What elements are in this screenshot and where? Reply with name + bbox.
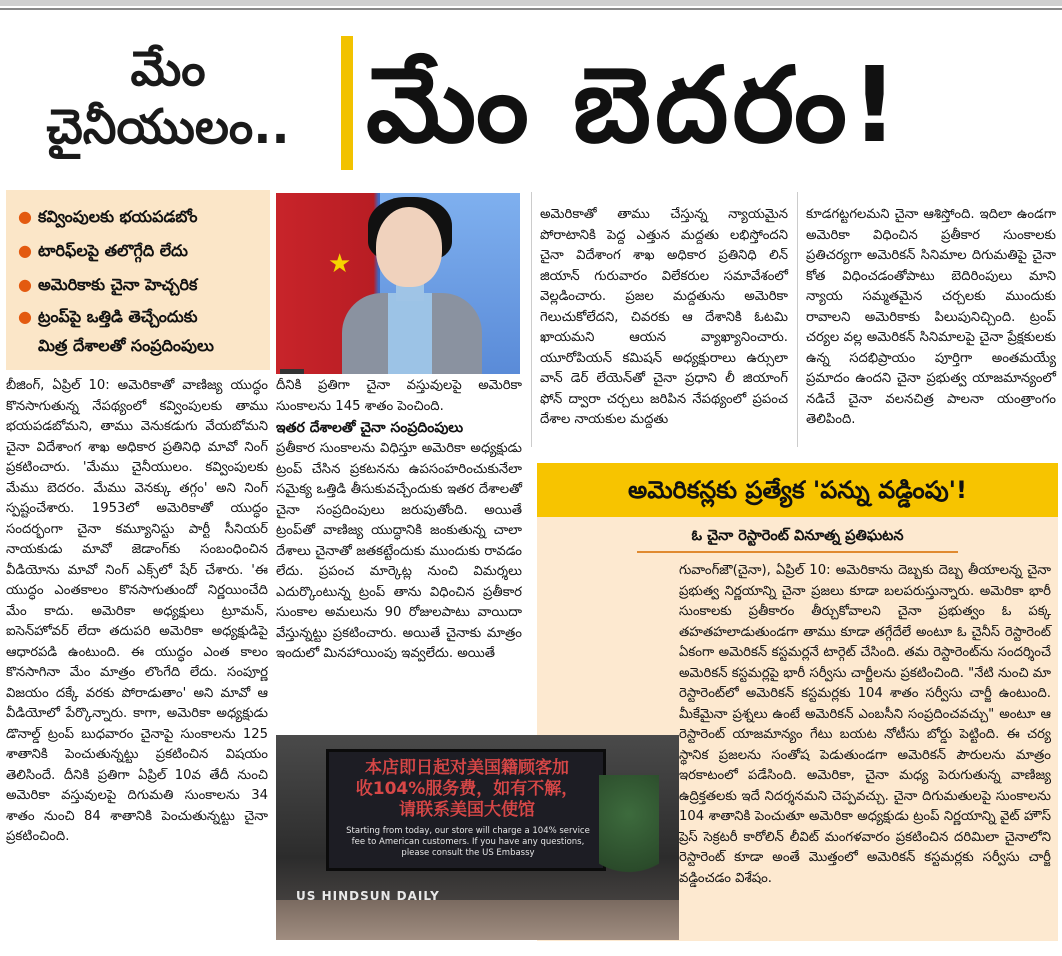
sidebar-story-text: గువాంగ్‌జౌ(చైనా), ఏప్రిల్ 10: అమెరికాను దెబ్బకు దెబ్బ తీయాలన్న చైనా ప్రభుత్వ నిర్ణయాన్ని చైనా ప్రజలు కూడా బలపరుస్తున్నారు. అమెరికా భారీ సుంకాలకు ప్రతీకారం తీర్చుకోవాలని చైనా ప్రభుత్వం ఓ పక్క తహతహలాడుతుండగా తాము కూడా తగ్గేదేలే అంటూ ఓ చైనీస్ రెస్టారెంట్ ఏకంగా అమెరికన్ కస్టమర్లనే టార్గెట్ చేసింది. తమ రెస్టారెంట్‌ను సందర్శించే అమెరికన్ కస్టమర్లపై భారీ సర్వీసు చార్జీలను ప్రకటించింది. "నేటి నుంచి మా రెస్టారెంట్‌లో అమెరికన్ కస్టమర్లకు 104 శాతం సర్వీసు చార్జీ ఉంటుంది. మీకేమైనా ప్రశ్నలు ఉంటే అమెరికన్ ఎంబసీని సంప్రదించవచ్చు" అంటూ ఆ రెస్టారెంట్ యాజమాన్యం గేటు బయట నోటీసు బోర్డు పెట్టింది. ఈ చర్య స్థానిక ప్రజలను సంతోష పెడుతుండగా అమెరికన్ పౌరులను మాత్రం ఇరకాటంలో పడేసింది. అమెరికా, చైనా మధ్య పెరుగుతున్న వాణిజ్య ఉద్రిక్తతలకు ఇదే నిదర్శనమని చెప్పవచ్చు. చైనా దిగుమతులపై సుంకాలను 104 శాతానికి పెంచుతూ అమెరికా అధ్యక్షుడు ట్రంప్ నిర్ణయాన్ని వైట్ హౌస్ ప్రెస్ సెక్రటరీ కారోలిన్ లీవిట్ మంగళవారం ప్రకటించిన దరిమిలా చైనాలోని రెస్టారెంట్ కూడా అంతే మొత్తంలో అమెరికన్ కస్టమర్లకు సర్వీసు చార్జీ వడ్డించడం విశేషం. [679, 563, 1051, 886]
kicker-line-2: చైనీయులం.. [46, 99, 290, 155]
sidebar-story-title: అమెరికన్లకు ప్రత్యేక 'పన్ను వడ్డింపు'! [537, 463, 1058, 517]
article-paragraph: కూడగట్టగలమని చైనా ఆశిస్తోంది. ఇదిలా ఉండగా అమెరికా విధించిన ప్రతీకార సుంకాలకు ప్రతిచర్యగా అమెరికన్ సినిమాల దిగుమతిపై చైనా కోత విధించడంతోపాటు బెదిరింపులు మాని న్యాయ సమ్మతమైన చర్చలకు ముందుకు రావాలని అమెరికాకు పిలుపునిచ్చింది. ట్రంప్ చర్యల వల్ల అమెరికన్ సినిమాలపై చైనా ప్రేక్షకులకు ఉన్న సదభిప్రాయం పూర్తిగా అంతమయ్యే ప్రమాదం ఉందని చైనా ప్రభుత్వ యాజమాన్యంలో నడిచే చైనా వలనచిత్ర పాలనా యంత్రాంగం తెలిపింది. [806, 207, 1056, 427]
highlight-item: ● టారిఫ్‌లపై తలొగ్గేది లేదు [18, 241, 188, 260]
microphone-icon [280, 369, 304, 374]
highlights-box [6, 190, 270, 370]
highlight-item: ● అమెరికాకు చైనా హెచ్చరిక [18, 275, 198, 294]
photo-watermark: US HINDSUN DAILY [296, 889, 440, 903]
column-divider [797, 192, 798, 447]
article-column-4 [806, 205, 1056, 431]
main-headline: మేం బెదరం! [366, 44, 903, 166]
notice-text-english: Starting from today, our store will charge a 104% service fee to American customers. If you have any questions, please consult the US Embassy [346, 826, 590, 858]
subtitle-underline [637, 551, 958, 553]
kicker-line-1: మేం [130, 41, 206, 97]
bullet-icon: ● [18, 307, 32, 326]
bullet-icon: ● [18, 275, 32, 294]
article-paragraph: బీజింగ్, ఏప్రిల్ 10: అమెరికాతో వాణిజ్య యుద్ధం కొనసాగుతున్న నేపథ్యంలో కవ్వింపులకు తాము భయపడబోమని, తాము వెనుకడుగు వేయబోమని చైనా విదేశాంగ శాఖ అధికార ప్రతినిధి మావో నింగ్ ప్రకటించారు. 'మేము చైనీయులం. కవ్వింపులకు మేము బెదరం. మేము వెనక్కు తగ్గం' అని నింగ్ స్పష్టంచేశారు. 1953లో అమెరికాతో యుద్ధం సందర్భంగా చైనా కమ్యూనిస్టు పార్టీ సీనియర్ నాయకుడు మావో జెడాంగ్‌కు సంబంధించిన వీడియోను మావో నింగ్ ఎక్స్‌లో షేర్ చేశారు. 'ఈ యుద్ధం ఎంతకాలం కొనసాగుతుందో నిర్ణయించేది మేం కాదు. అమెరికా అధ్యక్షులు ట్రూమన్, ఐసెన్‌హోవర్ లేదా తదుపరి అమెరికా అధ్యక్షుడిపై ఆధారపడి ఉంటుంది. ఈ యుద్ధం ఎంత కాలం కొనసాగినా మేం మాత్రం లొంగేది లేదు. సంపూర్ణ విజయం దక్కే వరకు పోరాడుతాం' అని మావో ఆ వీడియోలో పేర్కొన్నారు. కాగా, అమెరికా అధ్యక్షుడు డొనాల్డ్ ట్రంప్ బుధవారం చైనాపై సుంకాలను 125 శాతానికి పెంచుతున్నట్టు ప్రకటించిన విషయం తెలిసిందే. దీనికి ప్రతిగా ఏప్రిల్ 10వ తేదీ నుంచి అమెరికా వస్తువులపై దిగుమతి సుంకాలను 34 శాతం నుంచి 84 శాతానికి పెంచుతున్నట్టు చైనా ప్రకటించింది. [6, 378, 268, 844]
article-subhead: ఇతర దేశాలతో చైనా సంప్రదింపులు [276, 420, 464, 436]
bullet-icon: ● [18, 241, 32, 260]
spokesperson-photo [276, 193, 520, 374]
highlight-item: ● కవ్వింపులకు భయపడబోం [18, 207, 198, 226]
restaurant-sign-photo [276, 735, 679, 940]
plant-decoration [599, 775, 659, 905]
article-paragraph: అమెరికాతో తాము చేస్తున్న న్యాయమైన పోరాటానికి పెద్ద ఎత్తున మద్దతు లభిస్తోందని చైనా విదేశాంగ శాఖ అధికార ప్రతినిధి లిన్ జియాన్ గురువారం విలేకరుల సమావేశంలో వెల్లడించారు. ప్రజల మద్దతును అమెరికా గెలుచుకోలేదని, చివరకు ఆ దేశానికి ఓటమి ఖాయమని ఆయన వ్యాఖ్యానించారు. యూరోపియన్ కమిషన్ అధ్యక్షురాలు ఉర్సులా వాన్ డెర్ లేయెన్‌తో చైనా ప్రధాని లీ జియాంగ్ ఫోన్ ద్వారా చర్చలు జరిపిన నేపథ్యంలో ప్రపంచ దేశాల నాయకుల మద్దతు [540, 207, 788, 427]
headline-kicker [8, 40, 328, 156]
highlight-item-continued: మిత్ర దేశాలతో సంప్రదింపులు [38, 336, 214, 355]
star-icon: ★ [328, 249, 352, 279]
article-column-3 [540, 205, 788, 431]
article-column-2 [276, 376, 522, 665]
top-rule [0, 0, 1062, 6]
sidebar-story-subtitle: ఓ చైనా రెస్టారెంట్ వినూత్న ప్రతిఘటన [691, 528, 904, 544]
highlight-item: ● ట్రంప్‌పై ఒత్తిడి తెచ్చేందుకు [18, 307, 198, 326]
bullet-icon: ● [18, 207, 32, 226]
column-divider [531, 192, 532, 447]
article-paragraph: దీనికి ప్రతిగా చైనా వస్తువులపై అమెరికా సుంకాలను 145 శాతం పెంచింది. [276, 378, 522, 414]
article-paragraph: ప్రతీకార సుంకాలను విధిస్తూ అమెరికా అధ్యక్షుడు ట్రంప్ చేసిన ప్రకటనను ఉపసంహరించుకునేలా సమైక్య ఒత్తిడి తీసుకువచ్చేందుకు ఇతర దేశాలతో చైనా సంప్రదింపులు జరుపుతోంది. అయితే ట్రంప్‌తో వాణిజ్య యుద్ధానికి జంకుతున్న చాలా దేశాలు చైనాతో జతకట్టేందుకు ముందుకు రావడం లేదు. ప్రపంచ మార్కెట్ల నుంచి విమర్శలు ఎదుర్కొంటున్న ట్రంప్ తాను విధించిన ప్రతీకార సుంకాల అమలును 90 రోజులపాటు వాయిదా వేస్తున్నట్టు ప్రకటించారు. అయితే చైనాకు మాత్రం ఇందులో మినహాయింపు ఇవ్వలేదు. అయితే [276, 441, 522, 661]
article-column-1 [6, 376, 268, 848]
top-rule-thin [0, 8, 1062, 10]
notice-text-chinese: 本店即日起对美国籍顾客加 收104%服务费，如有不解， 请联系美国大使馆 [355, 758, 579, 820]
headline-accent-bar [341, 36, 353, 170]
notice-screen [326, 749, 606, 871]
